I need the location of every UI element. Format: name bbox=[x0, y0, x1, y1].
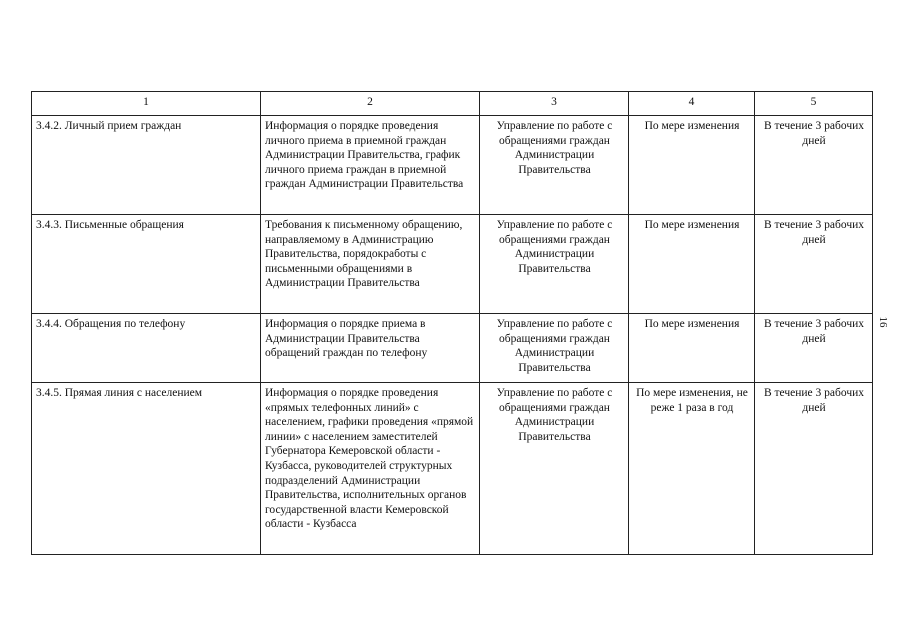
cell-frequency: По мере изменения bbox=[629, 314, 755, 383]
cell-frequency: По мере изменения bbox=[629, 116, 755, 215]
cell-item: 3.4.4. Обращения по телефону bbox=[32, 314, 261, 383]
cell-content: Информация о порядке приема в Администрации Правительства обращений граждан по телефону bbox=[261, 314, 480, 383]
header-col-5: 5 bbox=[755, 92, 873, 116]
cell-responsible: Управление по работе с обращениями граждан Администрации Правительства bbox=[480, 215, 629, 314]
header-col-2: 2 bbox=[261, 92, 480, 116]
cell-item: 3.4.5. Прямая линия с населением bbox=[32, 383, 261, 555]
cell-responsible: Управление по работе с обращениями граждан Администрации Правительства bbox=[480, 314, 629, 383]
cell-item: 3.4.2. Личный прием граждан bbox=[32, 116, 261, 215]
cell-deadline: В течение 3 рабочих дней bbox=[755, 314, 873, 383]
cell-deadline: В течение 3 рабочих дней bbox=[755, 116, 873, 215]
cell-frequency: По мере изменения bbox=[629, 215, 755, 314]
cell-deadline: В течение 3 рабочих дней bbox=[755, 383, 873, 555]
header-col-3: 3 bbox=[480, 92, 629, 116]
cell-content: Информация о порядке проведения личного приема в приемной граждан Администрации Правительства, график личного приема граждан в приемной граждан Администрации Правительства bbox=[261, 116, 480, 215]
table-header-row bbox=[32, 92, 873, 116]
table-row bbox=[32, 383, 873, 555]
cell-deadline: В течение 3 рабочих дней bbox=[755, 215, 873, 314]
header-col-1: 1 bbox=[32, 92, 261, 116]
cell-responsible: Управление по работе с обращениями граждан Администрации Правительства bbox=[480, 116, 629, 215]
schedule-table bbox=[31, 91, 873, 555]
page-number: 16 bbox=[877, 316, 889, 328]
table-row bbox=[32, 116, 873, 215]
cell-content: Информация о порядке проведения «прямых телефонных линий» с населением, графики проведения «прямой линии» с населением заместителей Губернатора Кемеровской области - Кузбасса, руководителей структурных подразделений Администрации Правительства, исполнительных органов государственной власти Кемеровской области - Кузбасса bbox=[261, 383, 480, 555]
cell-responsible: Управление по работе с обращениями граждан Администрации Правительства bbox=[480, 383, 629, 555]
cell-content: Требования к письменному обращению, направляемому в Администрацию Правительства, порядокработы с письменными обращениями в Администрации Правительства bbox=[261, 215, 480, 314]
table-row bbox=[32, 215, 873, 314]
cell-frequency: По мере изменения, не реже 1 раза в год bbox=[629, 383, 755, 555]
table-row bbox=[32, 314, 873, 383]
cell-item: 3.4.3. Письменные обращения bbox=[32, 215, 261, 314]
header-col-4: 4 bbox=[629, 92, 755, 116]
